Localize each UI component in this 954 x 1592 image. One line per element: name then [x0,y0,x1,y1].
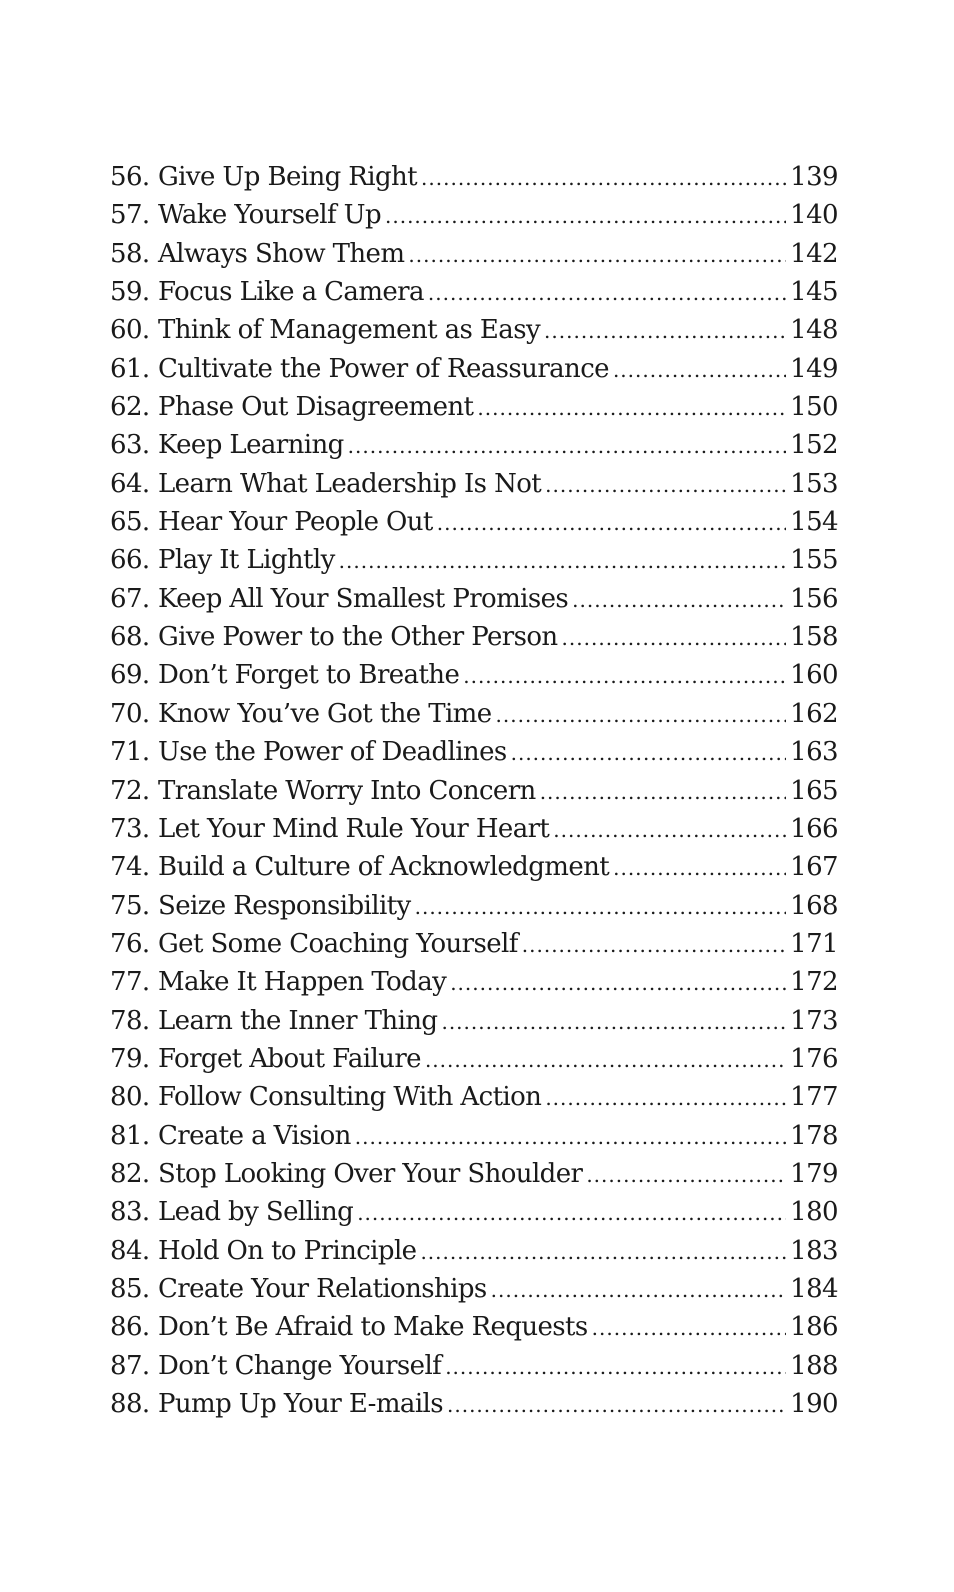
toc-entry[interactable] [110,388,838,426]
toc-entry-number: 57. [110,200,150,231]
toc-entry-number: 62. [110,392,150,423]
toc-entry-page-number: 152 [790,430,838,461]
toc-entry[interactable] [110,426,838,464]
dot-leader [463,657,786,695]
toc-entry-title: Make It Happen Today [158,967,447,998]
toc-entry[interactable] [110,1232,838,1270]
toc-entry-page-number: 171 [790,928,838,959]
toc-entry[interactable] [110,158,838,196]
toc-entry-number: 64. [110,468,150,499]
toc-entry-title: Build a Culture of Acknowledgment [158,852,610,883]
dot-leader [339,542,787,580]
toc-entry-title: Stop Looking Over Your Shoulder [158,1158,583,1189]
toc-entry[interactable] [110,580,838,618]
toc-entry-title: Know You’ve Got the Time [158,698,492,729]
toc-entry-number: 77. [110,967,150,998]
toc-entry-title: Follow Consulting With Action [158,1082,542,1113]
toc-entry-page-number: 178 [790,1120,838,1151]
dot-leader [522,926,786,964]
dot-leader [421,159,786,197]
dot-leader [348,427,787,465]
toc-entry-page-number: 139 [790,162,838,192]
toc-entry[interactable] [110,695,838,733]
toc-entry-number: 78. [110,1005,150,1036]
dot-leader [511,734,787,772]
toc-entry-number: 66. [110,545,150,576]
toc-entry-page-number: 190 [790,1389,838,1419]
toc-entry-number: 72. [110,775,150,806]
toc-entry[interactable] [110,273,838,311]
toc-entry-page-number: 148 [790,315,838,346]
toc-entry-page-number: 150 [790,392,838,423]
toc-entry-page-number: 179 [790,1158,838,1189]
toc-entry-number: 80. [110,1082,150,1113]
toc-entry[interactable] [110,465,838,503]
toc-entry-title: Always Show Them [158,238,405,269]
toc-entry-page-number: 188 [790,1350,838,1381]
toc-entry-title: Learn What Leadership Is Not [158,468,542,499]
dot-leader [553,811,786,849]
dot-leader [562,619,787,657]
toc-entry-number: 85. [110,1273,150,1304]
dot-leader [613,849,786,887]
toc-entry-page-number: 166 [790,813,838,844]
toc-entry-number: 84. [110,1235,150,1266]
toc-entry-number: 74. [110,852,150,883]
toc-entry[interactable] [110,1040,838,1078]
toc-entry-page-number: 163 [790,737,838,768]
toc-entry-title: Wake Yourself Up [158,200,381,231]
toc-entry-page-number: 176 [790,1043,838,1074]
toc-entry-page-number: 186 [790,1312,838,1343]
dot-leader [545,1079,786,1117]
toc-entry-title: Hear Your People Out [158,507,433,538]
toc-entry[interactable] [110,656,838,694]
toc-entry-title: Pump Up Your E-mails [158,1389,443,1419]
toc-entry[interactable] [110,618,838,656]
toc-entry[interactable] [110,1155,838,1193]
toc-entry-title: Focus Like a Camera [158,277,424,308]
toc-entry-title: Let Your Mind Rule Your Heart [158,813,550,844]
toc-entry-page-number: 145 [790,277,838,308]
toc-entry-page-number: 167 [790,852,838,883]
toc-entry-title: Use the Power of Deadlines [158,737,507,768]
toc-entry-title: Play It Lightly [158,545,335,576]
dot-leader [592,1309,787,1347]
dot-leader [445,1348,786,1386]
toc-entry-page-number: 173 [790,1005,838,1036]
toc-entry-page-number: 156 [790,583,838,614]
dot-leader [613,351,786,389]
toc-entry-number: 75. [110,890,150,921]
toc-entry[interactable] [110,503,838,541]
toc-entry-title: Get Some Coaching Yourself [158,928,518,959]
toc-entry-page-number: 177 [790,1082,838,1113]
toc-entry[interactable] [110,235,838,273]
toc-entry-title: Give Power to the Other Person [158,622,558,653]
toc-entry-number: 69. [110,660,150,691]
toc-entry[interactable] [110,733,838,771]
toc-entry[interactable] [110,848,838,886]
toc-entry-page-number: 162 [790,698,838,729]
toc-entry-page-number: 149 [790,353,838,384]
toc-entry-title: Keep Learning [158,430,344,461]
toc-entry-title: Think of Management as Easy [158,315,541,346]
toc-entry[interactable] [110,1385,838,1423]
toc-entry[interactable] [110,1002,838,1040]
dot-leader [428,274,786,312]
toc-entry-page-number: 184 [790,1273,838,1304]
toc-entry-number: 71. [110,737,150,768]
toc-entry-page-number: 172 [790,967,838,998]
toc-entry[interactable] [110,887,838,925]
dot-leader [385,197,786,235]
toc-entry-number: 88. [110,1389,150,1419]
toc-entry-title: Give Up Being Right [158,162,418,192]
toc-entry-page-number: 165 [790,775,838,806]
dot-leader [441,1003,786,1041]
toc-entry-title: Hold On to Principle [158,1235,417,1266]
toc-entry-number: 86. [110,1312,150,1343]
toc-entry-number: 82. [110,1158,150,1189]
toc-entry-page-number: 158 [790,622,838,653]
toc-entry-page-number: 183 [790,1235,838,1266]
toc-entry-number: 87. [110,1350,150,1381]
table-of-contents [110,158,838,1423]
toc-entry-page-number: 160 [790,660,838,691]
dot-leader [437,504,786,542]
toc-entry[interactable] [110,810,838,848]
toc-entry-title: Don’t Forget to Breathe [158,660,460,691]
toc-entry-number: 83. [110,1197,150,1228]
toc-entry-page-number: 153 [790,468,838,499]
toc-entry-page-number: 140 [790,200,838,231]
toc-entry-number: 61. [110,353,150,384]
toc-entry[interactable] [110,925,838,963]
toc-entry-title: Create Your Relationships [158,1273,487,1304]
toc-entry-number: 60. [110,315,150,346]
toc-entry-title: Create a Vision [158,1120,351,1151]
toc-entry[interactable] [110,772,838,810]
toc-entry-number: 67. [110,583,150,614]
dot-leader [496,696,787,734]
toc-entry-page-number: 168 [790,890,838,921]
toc-entry-page-number: 142 [790,238,838,269]
toc-entry-title: Cultivate the Power of Reassurance [158,353,609,384]
toc-entry-number: 63. [110,430,150,461]
toc-entry-number: 56. [110,162,150,192]
dot-leader [491,1271,787,1309]
toc-entry-title: Learn the Inner Thing [158,1005,438,1036]
toc-entry-number: 65. [110,507,150,538]
dot-leader [357,1194,786,1232]
toc-entry[interactable] [110,1308,838,1346]
dot-leader [586,1156,786,1194]
toc-entry[interactable] [110,1117,838,1155]
toc-entry-title: Keep All Your Smallest Promises [158,583,569,614]
toc-entry-title: Don’t Change Yourself [158,1350,442,1381]
dot-leader [450,964,786,1002]
dot-leader [420,1233,786,1271]
dot-leader [408,236,786,274]
dot-leader [477,389,786,427]
dot-leader [425,1041,786,1079]
toc-entry[interactable] [110,541,838,579]
toc-entry-title: Don’t Be Afraid to Make Requests [158,1312,588,1343]
dot-leader [572,581,786,619]
dot-leader [447,1386,786,1424]
toc-entry-title: Lead by Selling [158,1197,354,1228]
toc-entry-title: Forget About Failure [158,1043,421,1074]
toc-entry[interactable] [110,963,838,1001]
toc-entry[interactable] [110,196,838,234]
toc-entry-number: 79. [110,1043,150,1074]
toc-entry[interactable] [110,1193,838,1231]
toc-entry-page-number: 180 [790,1197,838,1228]
toc-entry-title: Translate Worry Into Concern [158,775,536,806]
toc-entry[interactable] [110,1347,838,1385]
toc-entry-number: 73. [110,813,150,844]
dot-leader [544,312,786,350]
toc-entry-page-number: 154 [790,507,838,538]
toc-entry[interactable] [110,1270,838,1308]
toc-entry[interactable] [110,350,838,388]
dot-leader [545,466,786,504]
toc-entry[interactable] [110,311,838,349]
toc-entry-number: 70. [110,698,150,729]
toc-entry-number: 59. [110,277,150,308]
toc-entry-number: 76. [110,928,150,959]
toc-entry-number: 68. [110,622,150,653]
dot-leader [355,1118,786,1156]
toc-entry-number: 81. [110,1120,150,1151]
dot-leader [415,888,787,926]
toc-entry[interactable] [110,1078,838,1116]
toc-entry-page-number: 155 [790,545,838,576]
toc-entry-number: 58. [110,238,150,269]
toc-entry-title: Seize Responsibility [158,890,411,921]
toc-entry-title: Phase Out Disagreement [158,392,474,423]
dot-leader [540,773,786,811]
